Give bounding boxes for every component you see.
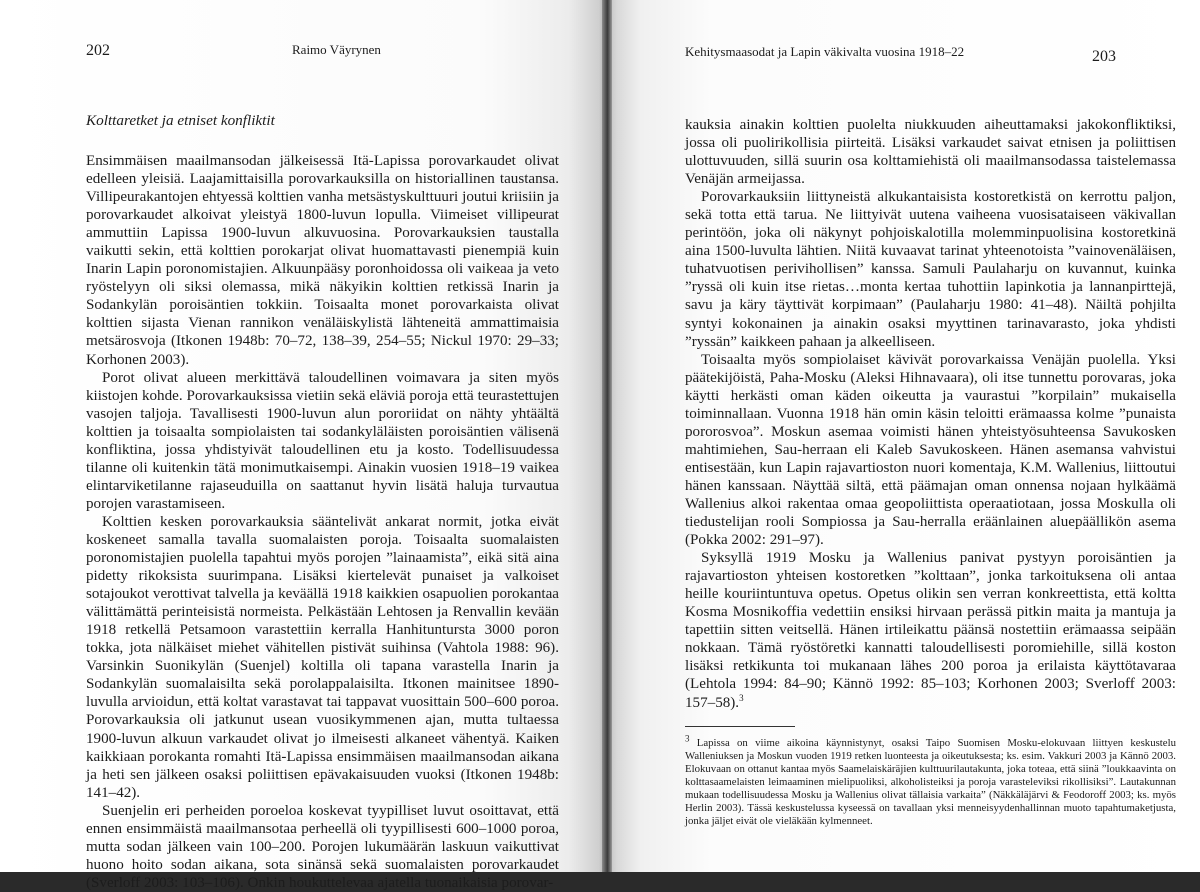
left-running-title: Raimo Väyrynen — [292, 42, 381, 57]
footnote-reference: 3 — [739, 692, 744, 703]
right-page-number: 203 — [1092, 48, 1116, 65]
right-paragraph: kauksia ainakin kolttien puolelta niukkuuden aiheuttamaksi jakokonfliktiksi, jossa oli puolirikollisia piirteitä. Lisäksi varkaudet saivat etnisen ja poliittisen ulottuvuuden, sillä suurin osa kolttamiehistä oli maailmansodassa taistelemassa Venäjän armeijassa. — [685, 117, 1176, 188]
left-running-head — [86, 38, 559, 78]
right-running-head — [685, 38, 1176, 78]
left-paragraph: Porot olivat alueen merkittävä taloudellinen voimavara ja siten myös kiistojen kohde. Porovarkauksissa vietiin sekä eläviä poroja että teurastettujen vasojen taljoja. Tavallisesti 1900-luvun alun pororiidat on nähty yhtäältä kolttien ja toisaalta sompiolaisten tai sodankyläläisten poroisäntien välisenä konfliktina, jossa yhdistyivät taloudellinen etu ja kosto. Todellisuudessa tilanne oli kuitenkin tätä monimutkaisempi. Ainakin vuosien 1918–19 vaikea elintarviketilanne rajaseuduilla on saattanut hyvin lisätä haluja turvautua porojen varastamiseen. — [86, 369, 559, 512]
section-heading: Kolttaretket ja etniset konfliktit — [86, 112, 275, 129]
left-paragraph: Kolttien kesken porovarkauksia sääntelivät ankarat normit, jotka eivät koskeneet samalla tavalla suomalaisten poroja. Toisaalta suomalaisten poronomistajien puolella tapahtui myös porojen ”lainaamista”, eikä sitä aina pidetty rikoksista suurimpana. Lisäksi kiertelevät punaiset ja valkoiset sotajoukot verottivat talvella ja keväällä 1918 kaikkien osapuolien porokantaa välittämättä perinteisistä normeista. Pelkästään Lehtosen ja Renvallin kevään 1918 retkellä Petsamoon varastettiin kerralla Hanhituntursta 3000 poron tokka, jota nälkäiset miehet vähitellen pistivät suihinsa (Vahtola 1988: 96). Varsinkin Suonikylän (Suenjel) koltilla oli tapana varastella Inarin ja Sodankylän suomalaisilta sekä porolappalaisilta. Itkonen mainitsee 1890-luvulla arvioidun, että koltat varastavat tai tappavat vuosittain 500–600 poroa. Porovarkauksia oli jatkunut usean vuosikymmenen ajan, mutta tultaessa 1900-luvun alkuun varkaudet olivat jo ilmeisesti alkaneet vähentyä. Kaiken kaikkiaan porokanta romahti Itä-Lapissa ensimmäisen maailmansodan aikana ja heti sen jälkeen osaksi poliittisen epävakaisuuden vuoksi (Itkonen 1948b: 141–42). — [86, 513, 559, 801]
right-page — [605, 0, 1200, 872]
right-paragraph: Toisaalta myös sompiolaiset kävivät porovarkaissa Venäjän puolella. Yksi päätekijöistä, Paha-Mosku (Aleksi Hihnavaara), oli itse tunnettu porovaras, joka käytti herkästi oman käden oikeutta ja vaurastui ”korpilain” mukaisella toiminnallaan. Vuonna 1918 hän omin käsin teloitti erämaassa kolme ”punaista pororosvoa”. Moskun asemaa voimisti hänen yhteistyösuhteensa Savukosken mahtimiehen, Sau-herraan eli Kaleb Savukoskeen. Hänen asemansa vahvistui entisestään, kun Lapin rajavartioston nuori komentaja, K.M. Wallenius, liittoutui hänen kanssaan. Näyttää siltä, että päämajan oman onnensa nojaan hylkäämä Wallenius alkoi rakentaa omaa geopoliittista operaatiotaan, jossa Moskulla oli tiedustelijan rooli Sompiossa ja Sau-herralla eräänlainen aluepäällikön asema (Pokka 2002: 291–97). — [685, 351, 1176, 549]
footnote-text: Lapissa on viime aikoina käynnistynyt, osaksi Taipo Suomisen Mosku-elokuvaan liittyen keskustelu Walleniuksen ja Moskun vuoden 1919 retken luonteesta ja oikeutuksesta; ks. esim. Vakkuri 2003 ja Kännö 2003. Elokuvaan on ottanut kantaa myös Saamelaiskäräjien kulttuurilautakunta, joka toteaa, että siinä ”loukkaavinta on kolttasaamelaisten leimaaminen mielipuoliksi, alkoholisteiksi ja poroja varasteleviksi rikollisiksi”. Lautakunnan mukaan todellisuudessa Mosku ja Wallenius olivat tällaisia varkaita” (Näkkäläjärvi & Feodoroff 2003; ks. myös Herlin 2003). Tässä keskustelussa kyseessä on tavallaan yksi menneisyydenhallinnan muoto tapahtumaketjusta, jonka jäljet eivät ole vieläkään kylmenneet. — [685, 736, 1176, 828]
footnote-divider — [685, 726, 795, 727]
left-page-number: 202 — [86, 42, 110, 59]
right-paragraph: Porovarkauksiin liittyneistä alkukantaisista kostoretkistä on kerrottu paljon, sekä totta että tarua. Ne liittyivät uutena vaiheena vuosisataiseen väkivallan perintöön, joka oli näkynyt pohjoiskalotilla molemminpuolisina kostoretkinä aina 1500-luvulta lähtien. Niitä kuvaavat tarinat yhteenotoista ”vainovenäläisen, tuhatvuotisen perivihollisen” kanssa. Samuli Paulaharju on kuvannut, kuinka ”ryssä oli kuin itse rietas…monta kertaa tuhottiin lapinkotia ja lannanpirttejä, savu ja käry täyttivät korpimaan” (Paulaharju 1980: 41–48). Näiltä pohjilta syntyi kokonainen ja ainakin osaksi myyttinen tarinavarasto, joka yhdisti ”ryssän” kaikkeen pahaan ja alkeelliseen. — [685, 189, 1176, 350]
right-paragraph-text: Syksyllä 1919 Mosku ja Wallenius panivat pystyyn poroisäntien ja rajavartioston yhteisen kostoretken ”kolttaan”, jonka tarkoituksena oli antaa heille kouriintuntuva opetus. Opetus olikin sen verran konkreettista, että koltta Kosma Mosnikoffia vedettiin ensiksi hirvaan perässä pitkin maita ja mantuja ja tapettiin sitten veitsellä. Hänen irtileikattu päänsä nostettiin erämaassa seipään nokkaan. Tämä ryöstöretki kannatti taloudellisesti poromiehille, sillä koston lisäksi retkikunta toi mukanaan lähes 200 poroa ja erilaista käyttötavaraa (Lehtola 1994: 84–90; Kännö 1992: 85–103; Korhonen 2003; Sverloff 2003: 157–58). — [685, 550, 1176, 711]
footnote — [685, 732, 1176, 829]
left-paragraph: Suenjelin eri perheiden poroeloa koskevat tyypilliset luvut osoittavat, että ennen ensimmäistä maailmansotaa perheellä oli tyypillisesti 600–1000 poroa, mutta sodan jälkeen vain 100–200. Porojen lukumäärän laskuun vaikuttivat huono hoito sodan aikana, sota sinänsä sekä suomalaisten porovarkaudet (Sverloff 2003: 103–106). Onkin houkuttelevaa ajatella tuonaikaisia porovar- — [86, 802, 559, 891]
book-spine — [602, 0, 612, 872]
left-paragraph: Ensimmäisen maailmansodan jälkeisessä Itä-Lapissa porovarkaudet olivat edelleen yleisiä. Laajamittaisilla porovarkauksilla on historiallinen taustansa. Villipeurakantojen ehtyessä kolttien vanha metsästyskulttuuri joutui kriisiin ja porovarkaudet alkoivat yleistyä 1800-luvun lopulla. Viimeiset villipeurat ammuttiin Lapissa 1900-luvun alkuvuosina. Porovarkauksien taustalla vaikutti sekin, että kolttien porokarjat olivat huomattavasti pienempiä kuin Inarin Lapin poronomistajien. Alkuunpääsy poronhoidossa oli vaikeaa ja veto ryöstelyyn oli siksi olemassa, mikä näkyikin kolttien retkissä Inarin ja Sodankylän poroisäntien tokkiin. Toisaalta monet porovarkaista olivat kolttien sijasta Vienan rannikon venäläiskylistä lähteneitä ammattimaisia metsärosvoja (Itkonen 1948b: 70–72, 138–39, 254–55; Nickul 1970: 29–33; Korhonen 2003). — [86, 153, 559, 368]
right-paragraph — [685, 549, 1176, 711]
footnote-marker: 3 — [685, 732, 690, 743]
left-body-text — [86, 152, 559, 892]
right-body-text — [685, 116, 1176, 712]
right-running-title: Kehitysmaasodat ja Lapin väkivalta vuosina 1918–22 — [685, 44, 965, 59]
